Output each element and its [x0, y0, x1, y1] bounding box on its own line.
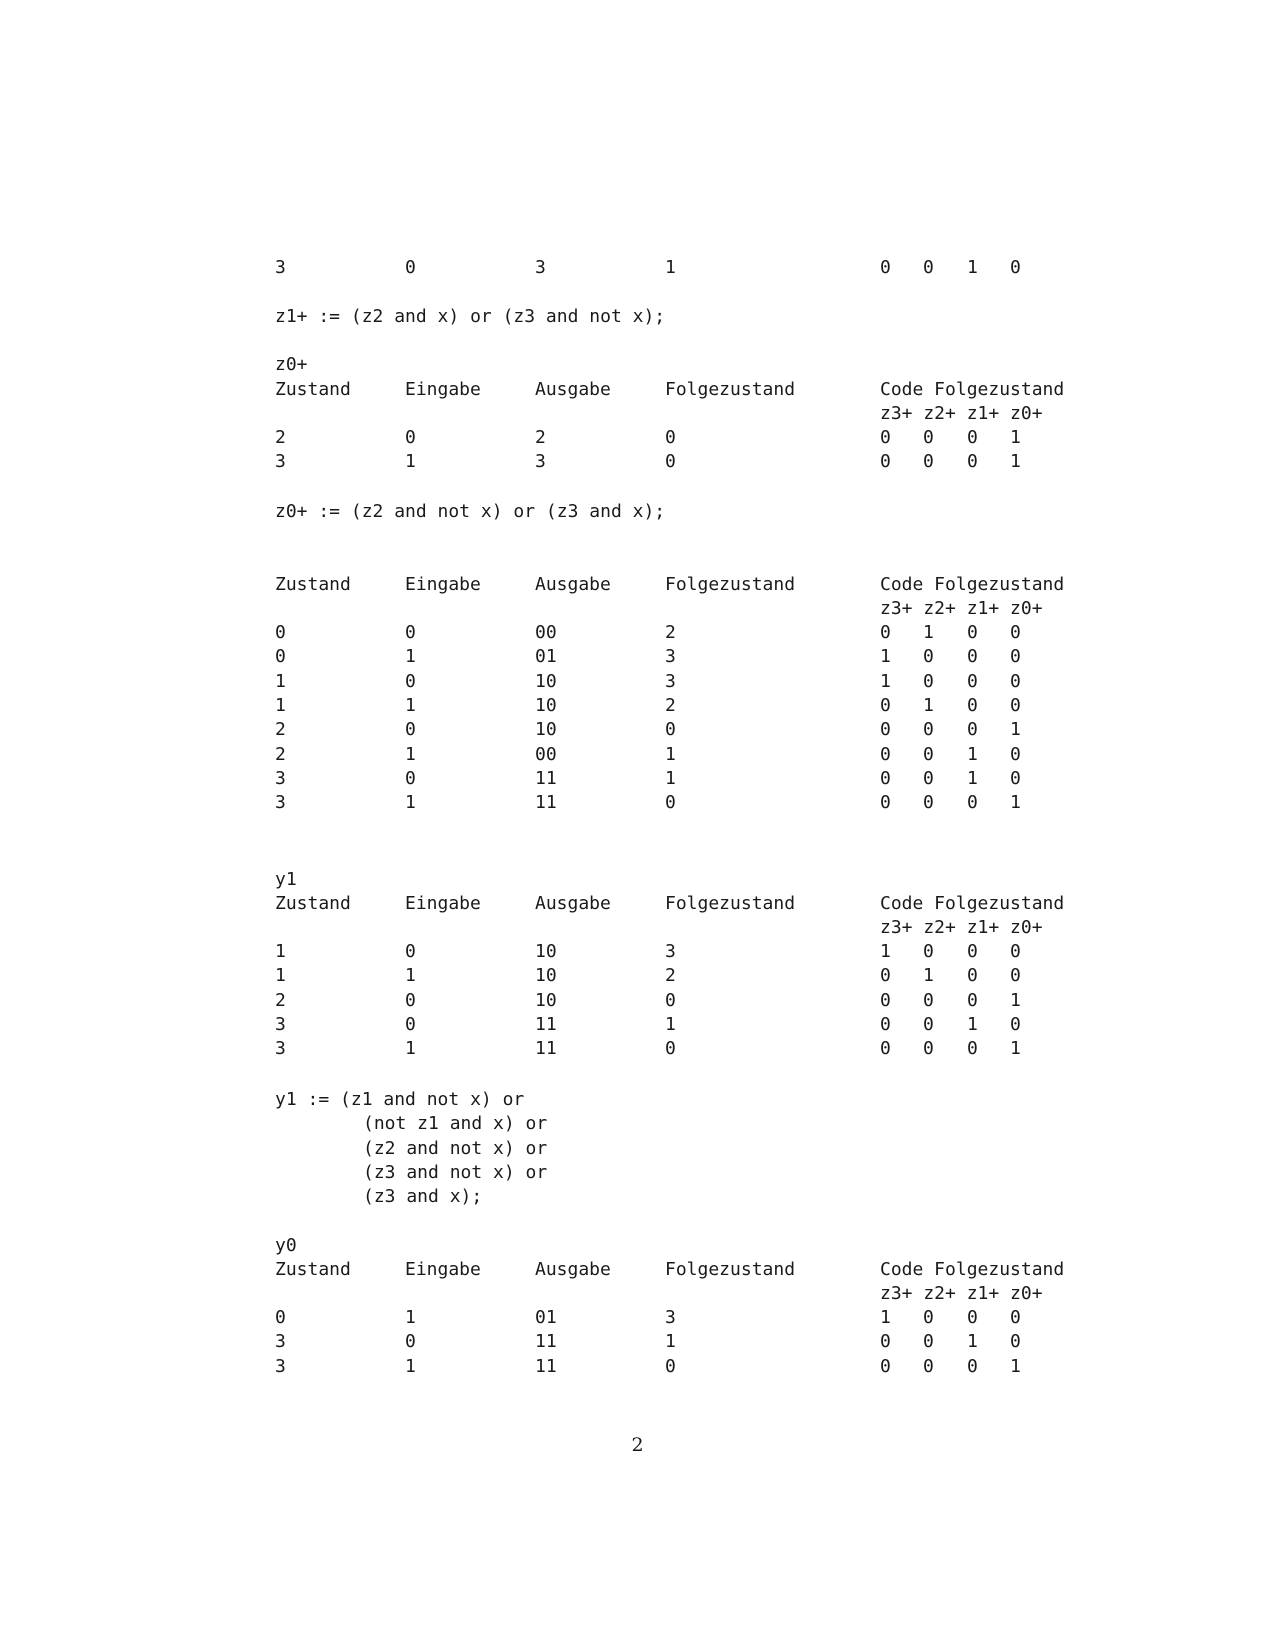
- header-code-bits: z3+ z2+ z1+ z0+: [880, 598, 1043, 619]
- z1-formula: z1+ := (z2 and x) or (z3 and not x);: [275, 306, 666, 327]
- z0-formula: z0+ := (z2 and not x) or (z3 and x);: [275, 501, 666, 522]
- cell-z1: 0: [967, 670, 978, 692]
- cell-z1: 0: [967, 792, 978, 814]
- cell-eingabe: 1: [405, 451, 416, 473]
- cell-z0: 0: [1010, 767, 1021, 789]
- cell-z2: 0: [923, 1307, 934, 1328]
- cell-ausgabe: 10: [535, 965, 557, 987]
- y1-formula-line: y1 := (z1 and not x) or: [275, 1089, 525, 1110]
- cell-ausgabe: 11: [535, 1013, 557, 1035]
- cell-z0: 0: [1010, 622, 1021, 643]
- cell-ausgabe: 10: [535, 670, 557, 692]
- header-eingabe: Eingabe: [405, 379, 481, 400]
- cell-z1: 1: [967, 257, 978, 278]
- y1-formula-line: (not z1 and x) or: [363, 1113, 548, 1135]
- cell-z0: 1: [1010, 719, 1021, 741]
- cell-folgezustand: 0: [665, 792, 676, 814]
- cell-zustand: 2: [275, 743, 286, 765]
- cell-z3: 0: [880, 1355, 891, 1377]
- cell-zustand: 2: [275, 989, 286, 1011]
- cell-zustand: 3: [275, 1331, 286, 1353]
- cell-folgezustand: 0: [665, 427, 676, 448]
- cell-z1: 0: [967, 719, 978, 741]
- cell-z2: 0: [923, 792, 934, 814]
- table-header: [0, 378, 1065, 402]
- header-ausgabe: Ausgabe: [535, 1259, 611, 1280]
- cell-z1: 0: [967, 646, 978, 668]
- cell-z3: 1: [880, 941, 891, 962]
- cell-folgezustand: 1: [665, 743, 676, 765]
- cell-folgezustand: 2: [665, 965, 676, 987]
- cell-ausgabe: 01: [535, 646, 557, 668]
- cell-eingabe: 0: [405, 1331, 416, 1353]
- cell-z0: 0: [1010, 743, 1021, 765]
- cell-z1: 1: [967, 1013, 978, 1035]
- cell-ausgabe: 3: [535, 257, 546, 278]
- cell-z2: 1: [923, 965, 934, 987]
- table-subheader: [0, 916, 1043, 940]
- cell-zustand: 1: [275, 670, 286, 692]
- cell-z0: 0: [1010, 257, 1021, 278]
- y1-formula-line: (z3 and x);: [363, 1186, 483, 1208]
- cell-z0: 1: [1010, 1038, 1021, 1060]
- cell-z0: 1: [1010, 427, 1021, 448]
- cell-z2: 0: [923, 1355, 934, 1377]
- cell-z2: 0: [923, 670, 934, 692]
- y1-formula-line: (z2 and not x) or: [363, 1137, 548, 1159]
- cell-ausgabe: 11: [535, 767, 557, 789]
- cell-zustand: 2: [275, 719, 286, 741]
- cell-folgezustand: 2: [665, 622, 676, 643]
- section-label: [0, 1234, 297, 1258]
- cell-folgezustand: 3: [665, 646, 676, 668]
- cell-z2: 1: [923, 694, 934, 716]
- cell-z0: 0: [1010, 646, 1021, 668]
- header-folgezustand: Folgezustand: [665, 893, 796, 914]
- section-label: [0, 868, 297, 892]
- header-code: Code Folgezustand: [880, 1259, 1065, 1280]
- cell-z0: 0: [1010, 1331, 1021, 1353]
- header-code-bits: z3+ z2+ z1+ z0+: [880, 917, 1043, 938]
- cell-z2: 0: [923, 767, 934, 789]
- cell-ausgabe: 00: [535, 743, 557, 765]
- cell-eingabe: 0: [405, 622, 416, 643]
- cell-z0: 0: [1010, 694, 1021, 716]
- cell-z0: 0: [1010, 941, 1021, 962]
- cell-z1: 1: [967, 743, 978, 765]
- y0-label: y0: [275, 1235, 297, 1256]
- cell-eingabe: 1: [405, 743, 416, 765]
- cell-ausgabe: 11: [535, 1355, 557, 1377]
- header-eingabe: Eingabe: [405, 893, 481, 914]
- cell-z1: 0: [967, 694, 978, 716]
- cell-z3: 0: [880, 1013, 891, 1035]
- cell-eingabe: 1: [405, 646, 416, 668]
- table-subheader: [0, 1282, 1043, 1306]
- cell-z3: 0: [880, 427, 891, 448]
- cell-folgezustand: 3: [665, 1307, 676, 1328]
- header-code-bits: z3+ z2+ z1+ z0+: [880, 1283, 1043, 1304]
- cell-z2: 0: [923, 427, 934, 448]
- cell-z3: 0: [880, 257, 891, 278]
- cell-eingabe: 1: [405, 1355, 416, 1377]
- cell-z1: 0: [967, 1038, 978, 1060]
- cell-z2: 1: [923, 622, 934, 643]
- table-header: [0, 573, 1065, 597]
- cell-z2: 0: [923, 719, 934, 741]
- cell-folgezustand: 0: [665, 1355, 676, 1377]
- cell-folgezustand: 1: [665, 1013, 676, 1035]
- cell-zustand: 3: [275, 1355, 286, 1377]
- cell-z3: 0: [880, 743, 891, 765]
- cell-z2: 0: [923, 941, 934, 962]
- cell-z2: 0: [923, 1013, 934, 1035]
- header-folgezustand: Folgezustand: [665, 574, 796, 595]
- cell-ausgabe: 10: [535, 941, 557, 962]
- cell-z0: 0: [1010, 965, 1021, 987]
- cell-z3: 0: [880, 965, 891, 987]
- cell-folgezustand: 0: [665, 989, 676, 1011]
- cell-ausgabe: 10: [535, 694, 557, 716]
- cell-z1: 0: [967, 451, 978, 473]
- cell-ausgabe: 10: [535, 989, 557, 1011]
- cell-folgezustand: 1: [665, 1331, 676, 1353]
- header-zustand: Zustand: [275, 574, 351, 595]
- cell-zustand: 2: [275, 427, 286, 448]
- cell-eingabe: 1: [405, 1307, 416, 1328]
- page-number: 2: [631, 1434, 644, 1456]
- cell-z1: 1: [967, 767, 978, 789]
- header-code: Code Folgezustand: [880, 574, 1065, 595]
- cell-z0: 1: [1010, 792, 1021, 814]
- cell-zustand: 3: [275, 451, 286, 473]
- header-code: Code Folgezustand: [880, 893, 1065, 914]
- cell-zustand: 0: [275, 622, 286, 643]
- cell-eingabe: 0: [405, 427, 416, 448]
- y1-formula-line: (z3 and not x) or: [363, 1161, 548, 1183]
- cell-ausgabe: 10: [535, 719, 557, 741]
- header-code: Code Folgezustand: [880, 379, 1065, 400]
- cell-z2: 0: [923, 1331, 934, 1353]
- cell-z0: 0: [1010, 670, 1021, 692]
- cell-folgezustand: 1: [665, 767, 676, 789]
- cell-zustand: 3: [275, 792, 286, 814]
- cell-z3: 0: [880, 989, 891, 1011]
- cell-z1: 0: [967, 1307, 978, 1328]
- cell-folgezustand: 0: [665, 451, 676, 473]
- cell-eingabe: 1: [405, 965, 416, 987]
- cell-eingabe: 0: [405, 719, 416, 741]
- table-header: [0, 1258, 1065, 1282]
- cell-eingabe: 1: [405, 792, 416, 814]
- cell-folgezustand: 0: [665, 1038, 676, 1060]
- header-ausgabe: Ausgabe: [535, 379, 611, 400]
- cell-z3: 0: [880, 767, 891, 789]
- cell-zustand: 3: [275, 1038, 286, 1060]
- header-folgezustand: Folgezustand: [665, 379, 796, 400]
- cell-zustand: 0: [275, 646, 286, 668]
- cell-eingabe: 1: [405, 1038, 416, 1060]
- cell-z1: 0: [967, 941, 978, 962]
- cell-zustand: 1: [275, 941, 286, 962]
- header-folgezustand: Folgezustand: [665, 1259, 796, 1280]
- table-header: [0, 892, 1065, 916]
- header-zustand: Zustand: [275, 893, 351, 914]
- cell-eingabe: 0: [405, 989, 416, 1011]
- table-subheader: [0, 402, 1043, 426]
- cell-ausgabe: 11: [535, 792, 557, 814]
- cell-z0: 1: [1010, 1355, 1021, 1377]
- header-code-bits: z3+ z2+ z1+ z0+: [880, 403, 1043, 424]
- z0-label: z0+: [275, 354, 308, 375]
- cell-eingabe: 1: [405, 694, 416, 716]
- y1-label: y1: [275, 869, 297, 890]
- cell-z1: 0: [967, 427, 978, 448]
- cell-folgezustand: 0: [665, 719, 676, 741]
- cell-z3: 0: [880, 719, 891, 741]
- cell-z3: 0: [880, 451, 891, 473]
- cell-zustand: 3: [275, 767, 286, 789]
- cell-z2: 0: [923, 989, 934, 1011]
- header-zustand: Zustand: [275, 1259, 351, 1280]
- cell-z3: 0: [880, 1331, 891, 1353]
- cell-folgezustand: 3: [665, 941, 676, 962]
- cell-z3: 0: [880, 792, 891, 814]
- cell-z3: 0: [880, 622, 891, 643]
- header-eingabe: Eingabe: [405, 1259, 481, 1280]
- cell-folgezustand: 1: [665, 257, 676, 278]
- cell-z2: 0: [923, 451, 934, 473]
- cell-z0: 1: [1010, 989, 1021, 1011]
- cell-ausgabe: 3: [535, 451, 546, 473]
- cell-zustand: 1: [275, 965, 286, 987]
- formula-line: [0, 305, 666, 329]
- cell-folgezustand: 3: [665, 670, 676, 692]
- header-ausgabe: Ausgabe: [535, 893, 611, 914]
- cell-ausgabe: 11: [535, 1331, 557, 1353]
- cell-zustand: 3: [275, 1013, 286, 1035]
- cell-z3: 0: [880, 694, 891, 716]
- cell-ausgabe: 2: [535, 427, 546, 448]
- cell-z1: 0: [967, 622, 978, 643]
- cell-z2: 0: [923, 743, 934, 765]
- cell-z0: 0: [1010, 1307, 1021, 1328]
- cell-folgezustand: 2: [665, 694, 676, 716]
- cell-zustand: 0: [275, 1307, 286, 1328]
- cell-ausgabe: 01: [535, 1307, 557, 1328]
- cell-eingabe: 0: [405, 257, 416, 278]
- cell-eingabe: 0: [405, 1013, 416, 1035]
- cell-z0: 1: [1010, 451, 1021, 473]
- cell-z1: 1: [967, 1331, 978, 1353]
- cell-z3: 1: [880, 646, 891, 668]
- cell-z0: 0: [1010, 1013, 1021, 1035]
- cell-zustand: 3: [275, 257, 286, 278]
- section-label: [0, 353, 308, 377]
- cell-z1: 0: [967, 965, 978, 987]
- table-subheader: [0, 597, 1043, 621]
- cell-eingabe: 0: [405, 941, 416, 962]
- cell-z3: 0: [880, 1038, 891, 1060]
- cell-z3: 1: [880, 670, 891, 692]
- header-eingabe: Eingabe: [405, 574, 481, 595]
- cell-z1: 0: [967, 1355, 978, 1377]
- cell-z1: 0: [967, 989, 978, 1011]
- table-row: [0, 256, 1021, 280]
- cell-ausgabe: 00: [535, 622, 557, 643]
- cell-ausgabe: 11: [535, 1038, 557, 1060]
- cell-z2: 0: [923, 1038, 934, 1060]
- cell-z2: 0: [923, 646, 934, 668]
- header-zustand: Zustand: [275, 379, 351, 400]
- formula-line: [0, 500, 666, 524]
- cell-z2: 0: [923, 257, 934, 278]
- cell-zustand: 1: [275, 694, 286, 716]
- cell-z3: 1: [880, 1307, 891, 1328]
- cell-eingabe: 0: [405, 670, 416, 692]
- cell-eingabe: 0: [405, 767, 416, 789]
- header-ausgabe: Ausgabe: [535, 574, 611, 595]
